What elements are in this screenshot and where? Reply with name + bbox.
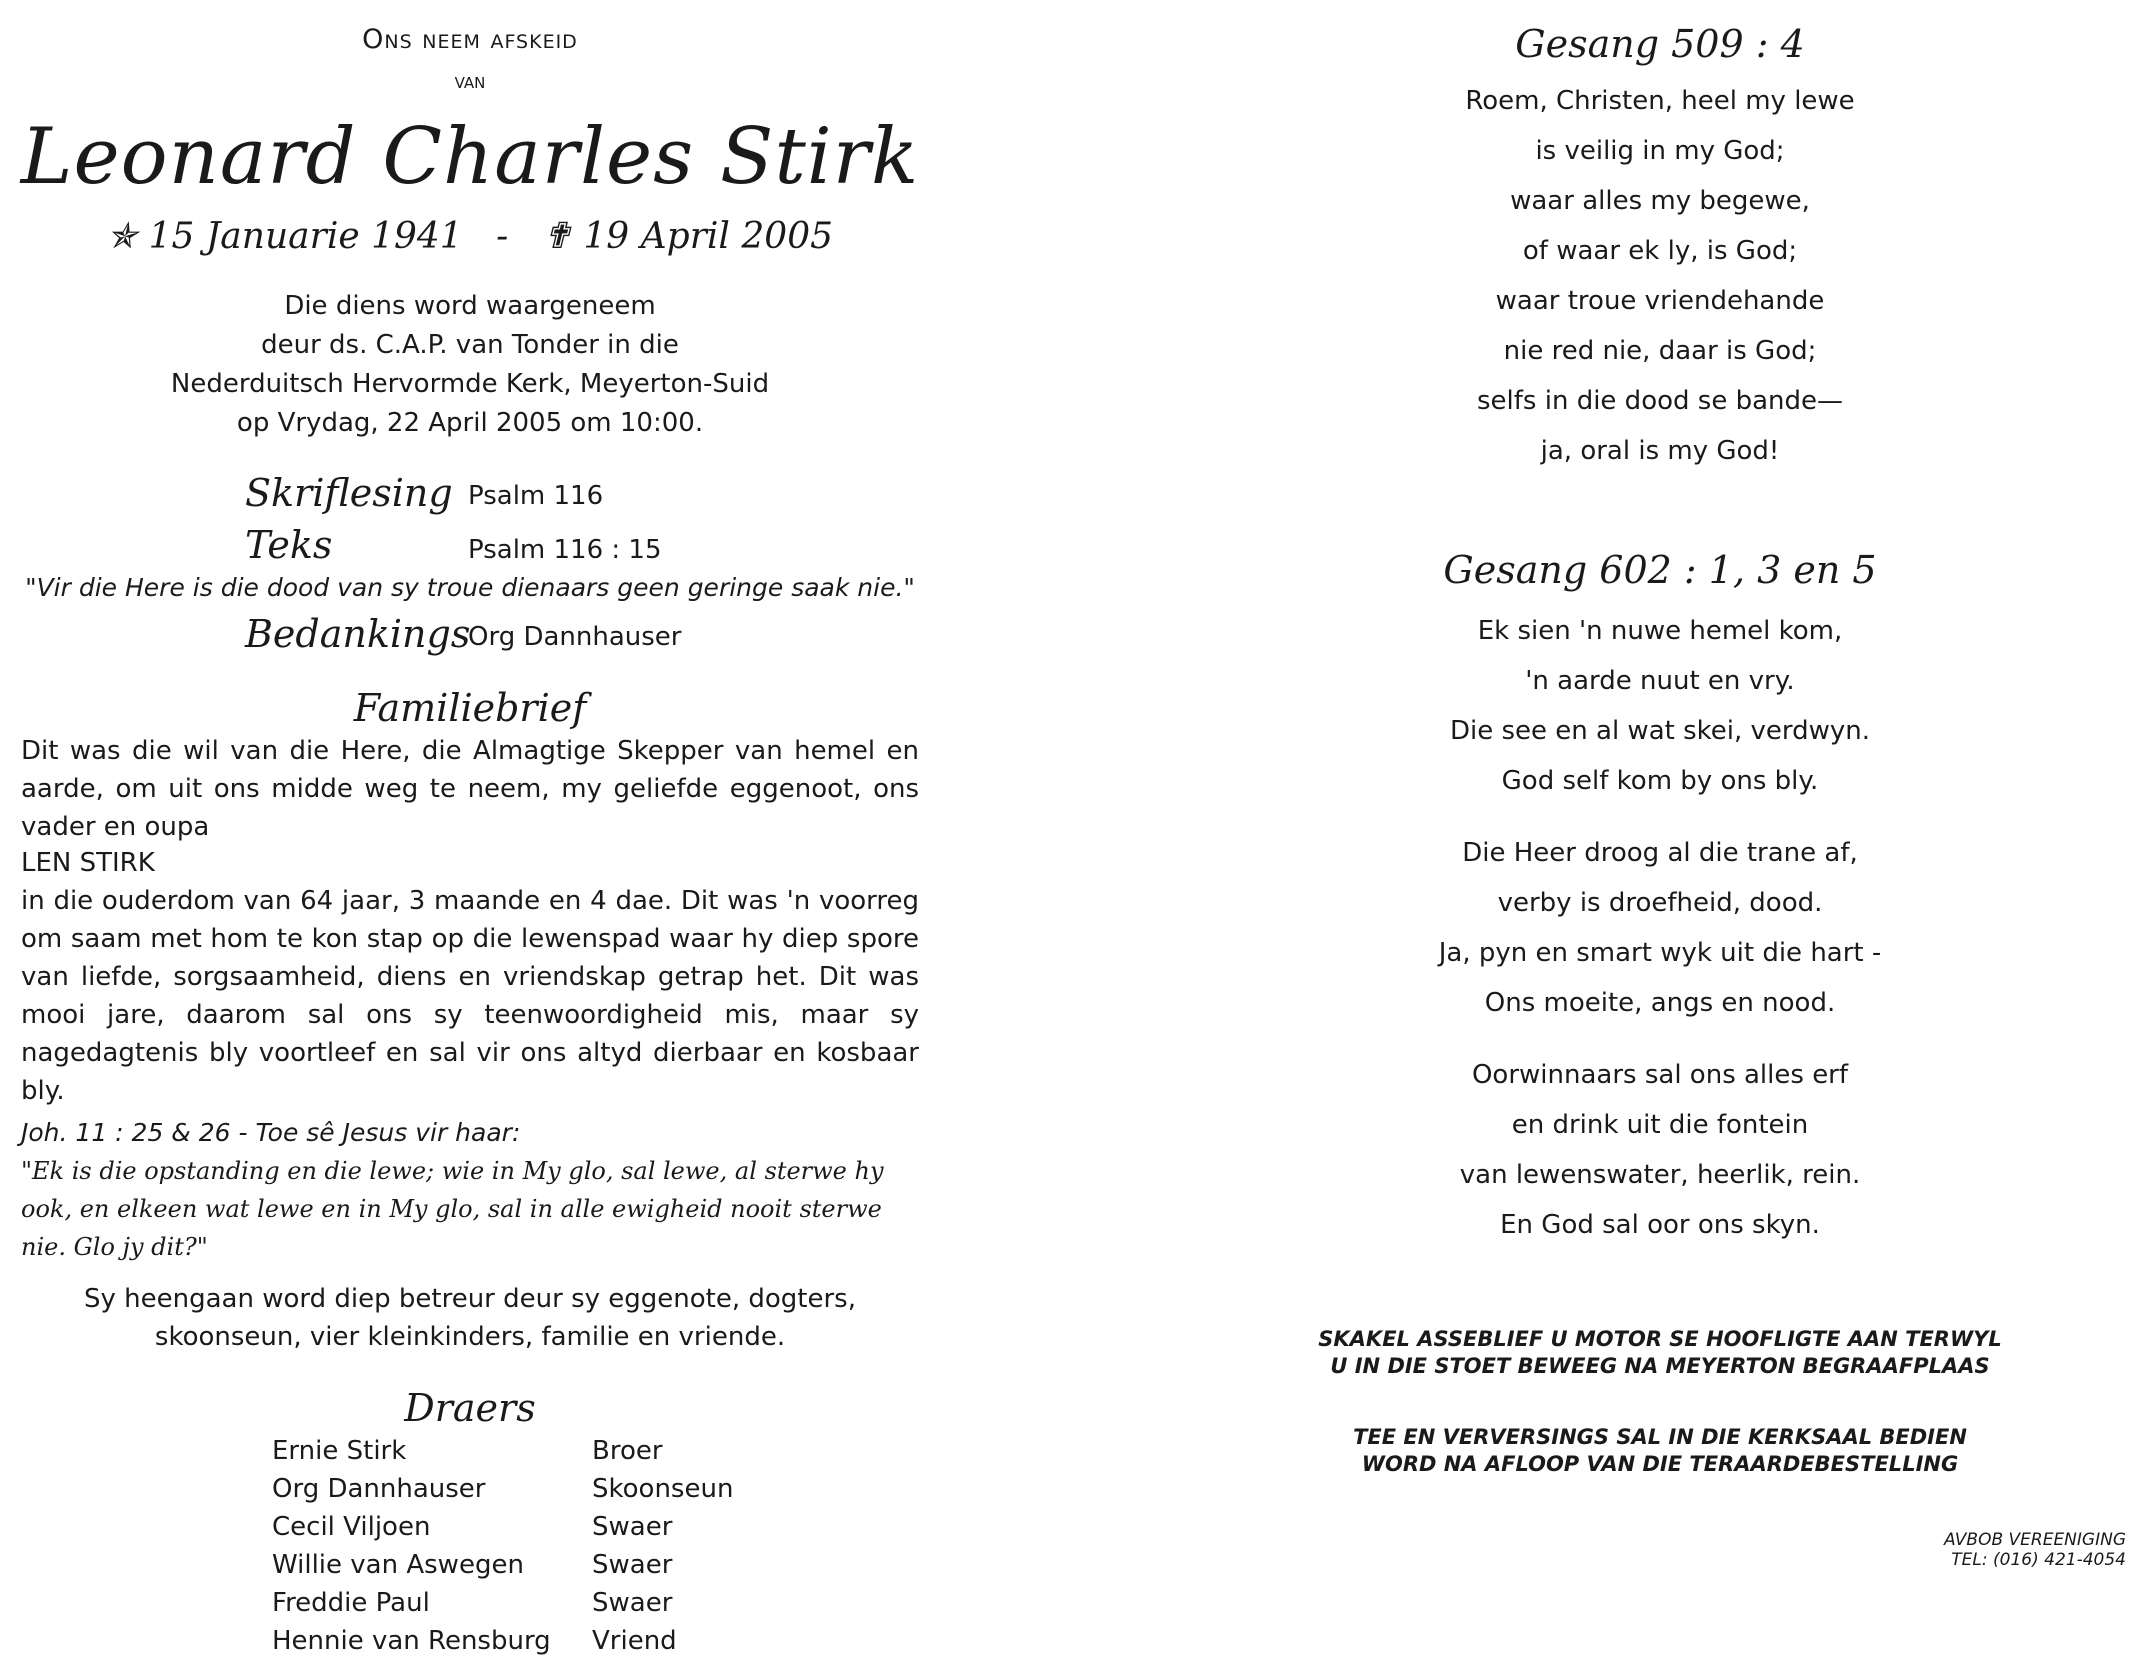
headlights-notice: [1240, 1326, 2080, 1380]
farewell-heading: Ons neem afskeid: [362, 24, 578, 55]
hymn-line: Oorwinnaars sal ons alles erf: [1471, 1060, 1849, 1090]
star-icon: ✯: [107, 216, 138, 257]
service-line: deur ds. C.A.P. van Tonder in die: [261, 330, 679, 360]
deceased-name: Leonard Charles Stirk: [20, 112, 920, 202]
notice-line: TEE EN VERVERSINGS SAL IN DIE KERKSAAL BEDIEN: [1353, 1425, 1967, 1449]
hymn-line: Ek sien 'n nuwe hemel kom,: [1477, 616, 1843, 646]
bearers-list: [0, 1430, 940, 1670]
hymn-line: Die see en al wat skei, verdwyn.: [1449, 716, 1871, 746]
undertaker-name: AVBOB VEREENIGING: [1944, 1530, 2126, 1550]
hymn-1-title: Gesang 509 : 4: [1515, 22, 1805, 66]
life-dates: [0, 216, 940, 257]
hymn-line: nie red nie, daar is God;: [1503, 336, 1817, 366]
hymn-line: en drink uit die fontein: [1511, 1110, 1809, 1140]
hymn-line: selfs in die dood se bande—: [1477, 386, 1843, 416]
undertaker-phone: TEL: (016) 421-4054: [1951, 1550, 2126, 1570]
hymn-line: Ons moeite, angs en nood.: [1484, 988, 1836, 1018]
hymn-1-verse: [1240, 76, 2080, 476]
scripture-reading-label: Skriflesing: [245, 471, 453, 515]
left-panel: [0, 0, 940, 1656]
hymn-line: ja, oral is my God!: [1540, 436, 1780, 466]
hymn-2-verse-3: [1240, 1050, 2080, 1250]
text-row: [0, 523, 940, 573]
hymn-line: waar alles my begewe,: [1510, 186, 1810, 216]
family-letter-part-2: in die ouderdom van 64 jaar, 3 maande en 4 dae. Dit was 'n voorreg om saam met hom te kon stap op die lewenspad waar hy diep spore van liefde, sorgsaamheid, diens en vriendskap getrap het. Dit was mooi jare, daarom sal ons sy teenwoordigheid mis, maar sy nagedagtenis bly voortleef en sal vir ons altyd dierbaar en kosbaar bly.: [21, 886, 919, 1106]
john-quote: "Ek is die opstanding en die lewe; wie in My glo, sal lewe, al sterwe hy ook, en elkeen wat lewe en in My glo, sal in alle ewigheid nooit sterwe nie. Glo jy dit?": [21, 1157, 884, 1261]
text-quote: "Vir die Here is die dood van sy troue dienaars geen geringe saak nie.": [25, 573, 915, 602]
service-line: op Vrydag, 22 April 2005 om 10:00.: [236, 408, 704, 438]
bearer-name: Cecil Viljoen: [272, 1512, 431, 1542]
text-value: Psalm 116 : 15: [468, 535, 662, 565]
john-reference: Joh. 11 : 25 & 26 - Toe sê Jesus vir haar:: [21, 1118, 521, 1147]
family-letter-heading: Familiebrief: [353, 686, 587, 730]
bearer-relation: Swaer: [592, 1588, 673, 1618]
hymn-2-title: Gesang 602 : 1, 3 en 5: [1443, 548, 1877, 592]
hymn-line: God self kom by ons bly.: [1501, 766, 1819, 796]
hymn-line: 'n aarde nuut en vry.: [1525, 666, 1795, 696]
birth-date: 15 Januarie 1941: [148, 216, 463, 257]
mourners-line: Sy heengaan word diep betreur deur sy eggenote, dogters,: [84, 1284, 856, 1314]
hymn-line: of waar ek ly, is God;: [1522, 236, 1798, 266]
scripture-reading-row: [0, 471, 940, 523]
hymn-line: Roem, Christen, heel my lewe: [1465, 86, 1855, 116]
notice-line: WORD NA AFLOOP VAN DIE TERAARDEBESTELLING: [1361, 1452, 1959, 1476]
hymn-line: waar troue vriendehande: [1495, 286, 1825, 316]
thanks-label: Bedankings: [245, 612, 471, 656]
bearer-relation: Broer: [592, 1436, 663, 1466]
bearer-relation: Skoonseun: [592, 1474, 734, 1504]
hymn-line: is veilig in my God;: [1535, 136, 1785, 166]
bearer-name: Freddie Paul: [272, 1588, 430, 1618]
death-date: 19 April 2005: [583, 216, 833, 257]
bearers-heading: Draers: [404, 1386, 536, 1430]
service-line: Die diens word waargeneem: [284, 291, 656, 321]
right-panel: [1240, 0, 2080, 1600]
notice-line: U IN DIE STOET BEWEEG NA MEYERTON BEGRAAFPLAAS: [1330, 1354, 1990, 1378]
mourners: [0, 1280, 940, 1356]
service-line: Nederduitsch Hervormde Kerk, Meyerton-Suid: [170, 369, 770, 399]
farewell-subheading: van: [454, 69, 486, 94]
bearer-name: Willie van Aswegen: [272, 1550, 524, 1580]
hymn-line: Die Heer droog al die trane af,: [1462, 838, 1858, 868]
family-letter-name: LEN STIRK: [21, 848, 155, 878]
scripture-reading-value: Psalm 116: [468, 481, 604, 511]
thanks-row: [0, 612, 940, 674]
notice-line: SKAKEL ASSEBLIEF U MOTOR SE HOOFLIGTE AAN TERWYL: [1318, 1327, 2002, 1351]
bearer-relation: Swaer: [592, 1512, 673, 1542]
hymn-line: En God sal oor ons skyn.: [1500, 1210, 1820, 1240]
undertaker-footer: [1944, 1530, 2126, 1570]
text-label: Teks: [245, 523, 333, 567]
bearer-name: Hennie van Rensburg: [272, 1626, 551, 1656]
refreshments-notice: [1240, 1424, 2080, 1478]
bearer-name: Org Dannhauser: [272, 1474, 486, 1504]
mourners-line: skoonseun, vier kleinkinders, familie en vriende.: [154, 1322, 786, 1352]
hymn-line: Ja, pyn en smart wyk uit die hart -: [1438, 938, 1882, 968]
thanks-value: Org Dannhauser: [468, 622, 682, 652]
date-separator: -: [496, 216, 509, 257]
hymn-line: van lewenswater, heerlik, rein.: [1459, 1160, 1861, 1190]
hymn-2-verse-1: [1240, 606, 2080, 806]
service-details: [0, 287, 940, 443]
cross-icon: ✟: [541, 216, 572, 257]
bearer-relation: Vriend: [592, 1626, 677, 1656]
hymn-2-verse-2: [1240, 828, 2080, 1028]
bearer-relation: Swaer: [592, 1550, 673, 1580]
hymn-line: verby is droefheid, dood.: [1497, 888, 1823, 918]
family-letter-part-1: Dit was die wil van die Here, die Almagtige Skepper van hemel en aarde, om uit ons midde weg te neem, my geliefde eggenoot, ons vader en oupa: [21, 736, 919, 842]
bearer-name: Ernie Stirk: [272, 1436, 407, 1466]
